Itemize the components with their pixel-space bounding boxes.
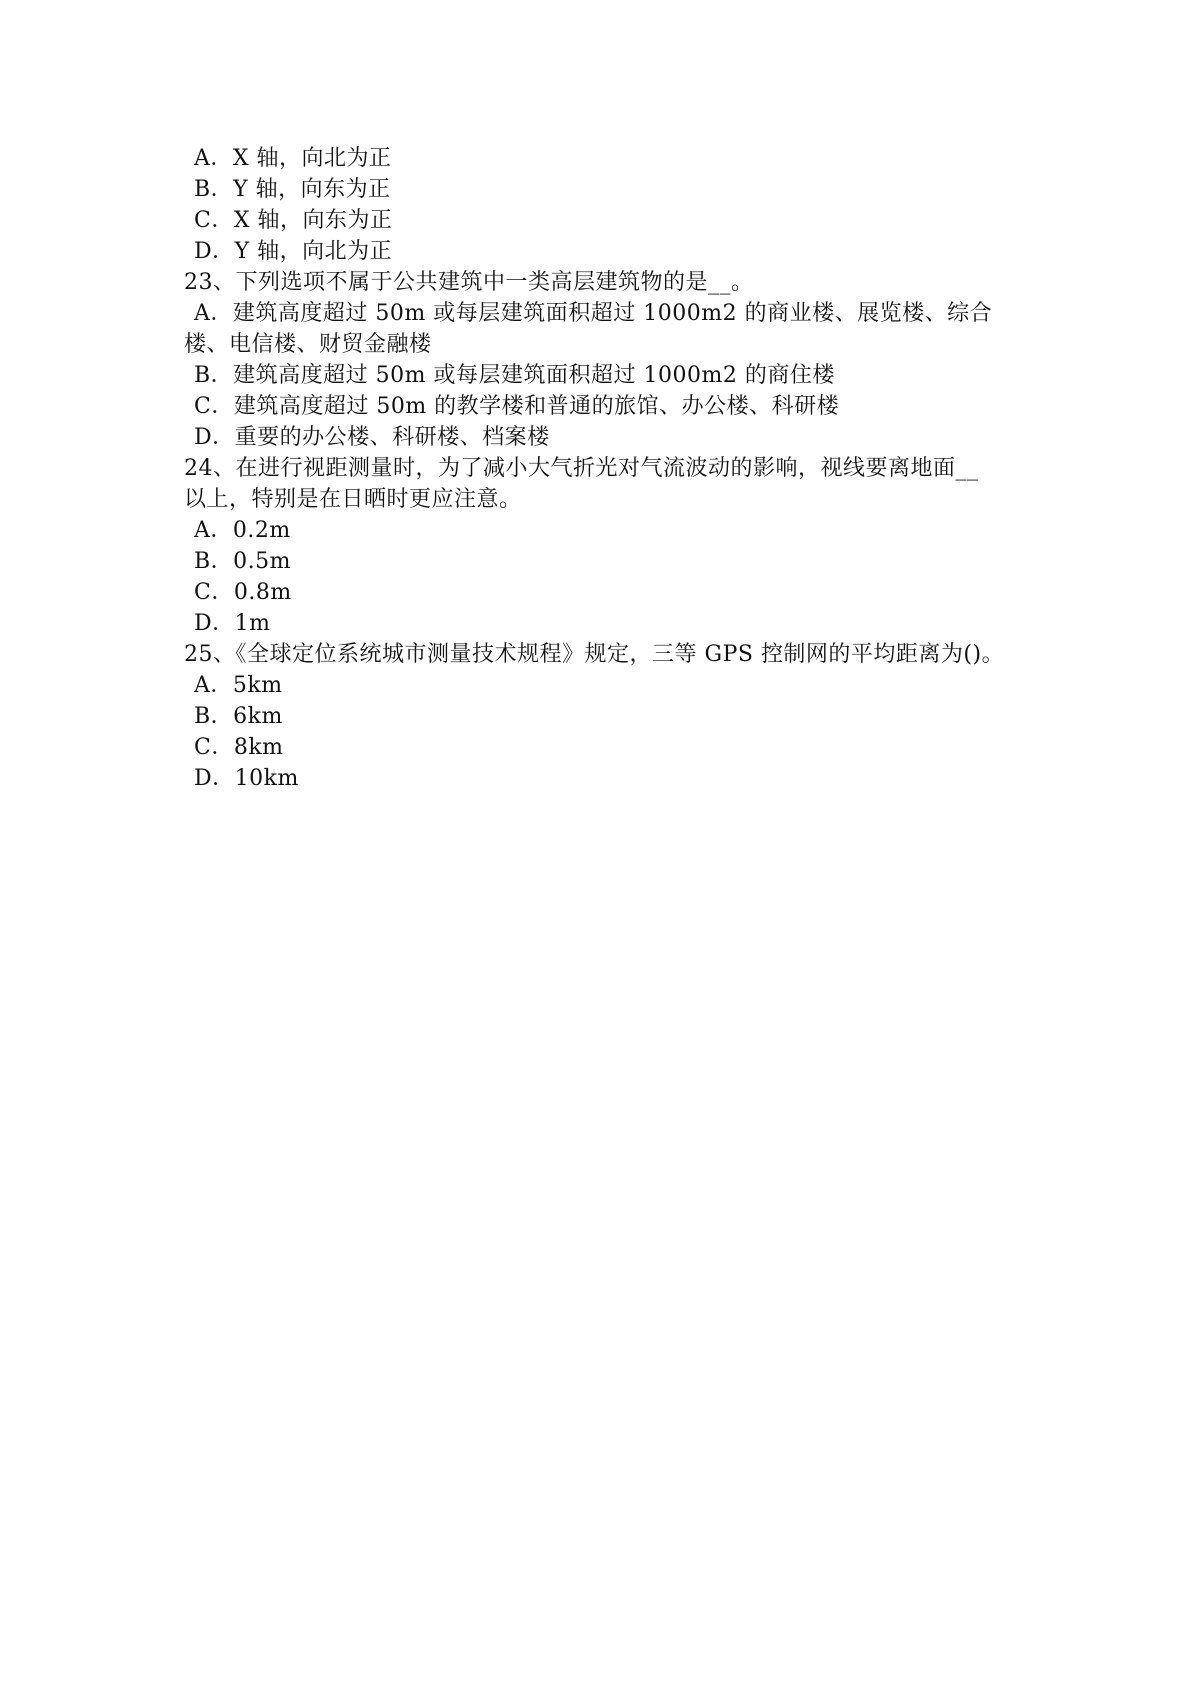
option-a: A．0.2m [194, 518, 291, 543]
question-text: 25、《全球定位系统城市测量技术规程》规定，三等 GPS 控制网的平均距离为()。 [184, 642, 1005, 667]
option-c: C．建筑高度超过 50m 的教学楼和普通的旅馆、办公楼、科研楼 [194, 394, 840, 419]
option-c: C．0.8m [194, 580, 292, 605]
question-25 [184, 639, 1014, 794]
option-b: B．建筑高度超过 50m 或每层建筑面积超过 1000m2 的商住楼 [194, 363, 835, 388]
option-b: B．Y 轴，向东为正 [194, 177, 391, 202]
option-d: D．重要的办公楼、科研楼、档案楼 [194, 425, 550, 450]
question-text: 23、下列选项不属于公共建筑中一类高层建筑物的是__。 [184, 270, 754, 295]
question-text: 24、在进行视距测量时，为了减小大气折光对气流波动的影响，视线要离地面__ [184, 456, 979, 481]
question-text-continuation: 以上，特别是在日晒时更应注意。 [184, 487, 522, 512]
option-c: C．X 轴，向东为正 [194, 208, 393, 233]
option-a: A．X 轴，向北为正 [194, 146, 392, 171]
option-b: B．6km [194, 704, 283, 729]
option-d: D．1m [194, 611, 271, 636]
option-a: A．建筑高度超过 50m 或每层建筑面积超过 1000m2 的商业楼、展览楼、综合 [194, 301, 993, 326]
option-d: D．10km [194, 766, 299, 791]
question-24 [184, 453, 1014, 639]
option-a: A．5km [194, 673, 283, 698]
option-a-continuation: 楼、电信楼、财贸金融楼 [184, 332, 432, 357]
option-d: D．Y 轴，向北为正 [194, 239, 393, 264]
question-22-options [184, 143, 1014, 267]
document-content [184, 143, 1014, 794]
question-23 [184, 267, 1014, 453]
option-c: C．8km [194, 735, 284, 760]
option-b: B．0.5m [194, 549, 292, 574]
